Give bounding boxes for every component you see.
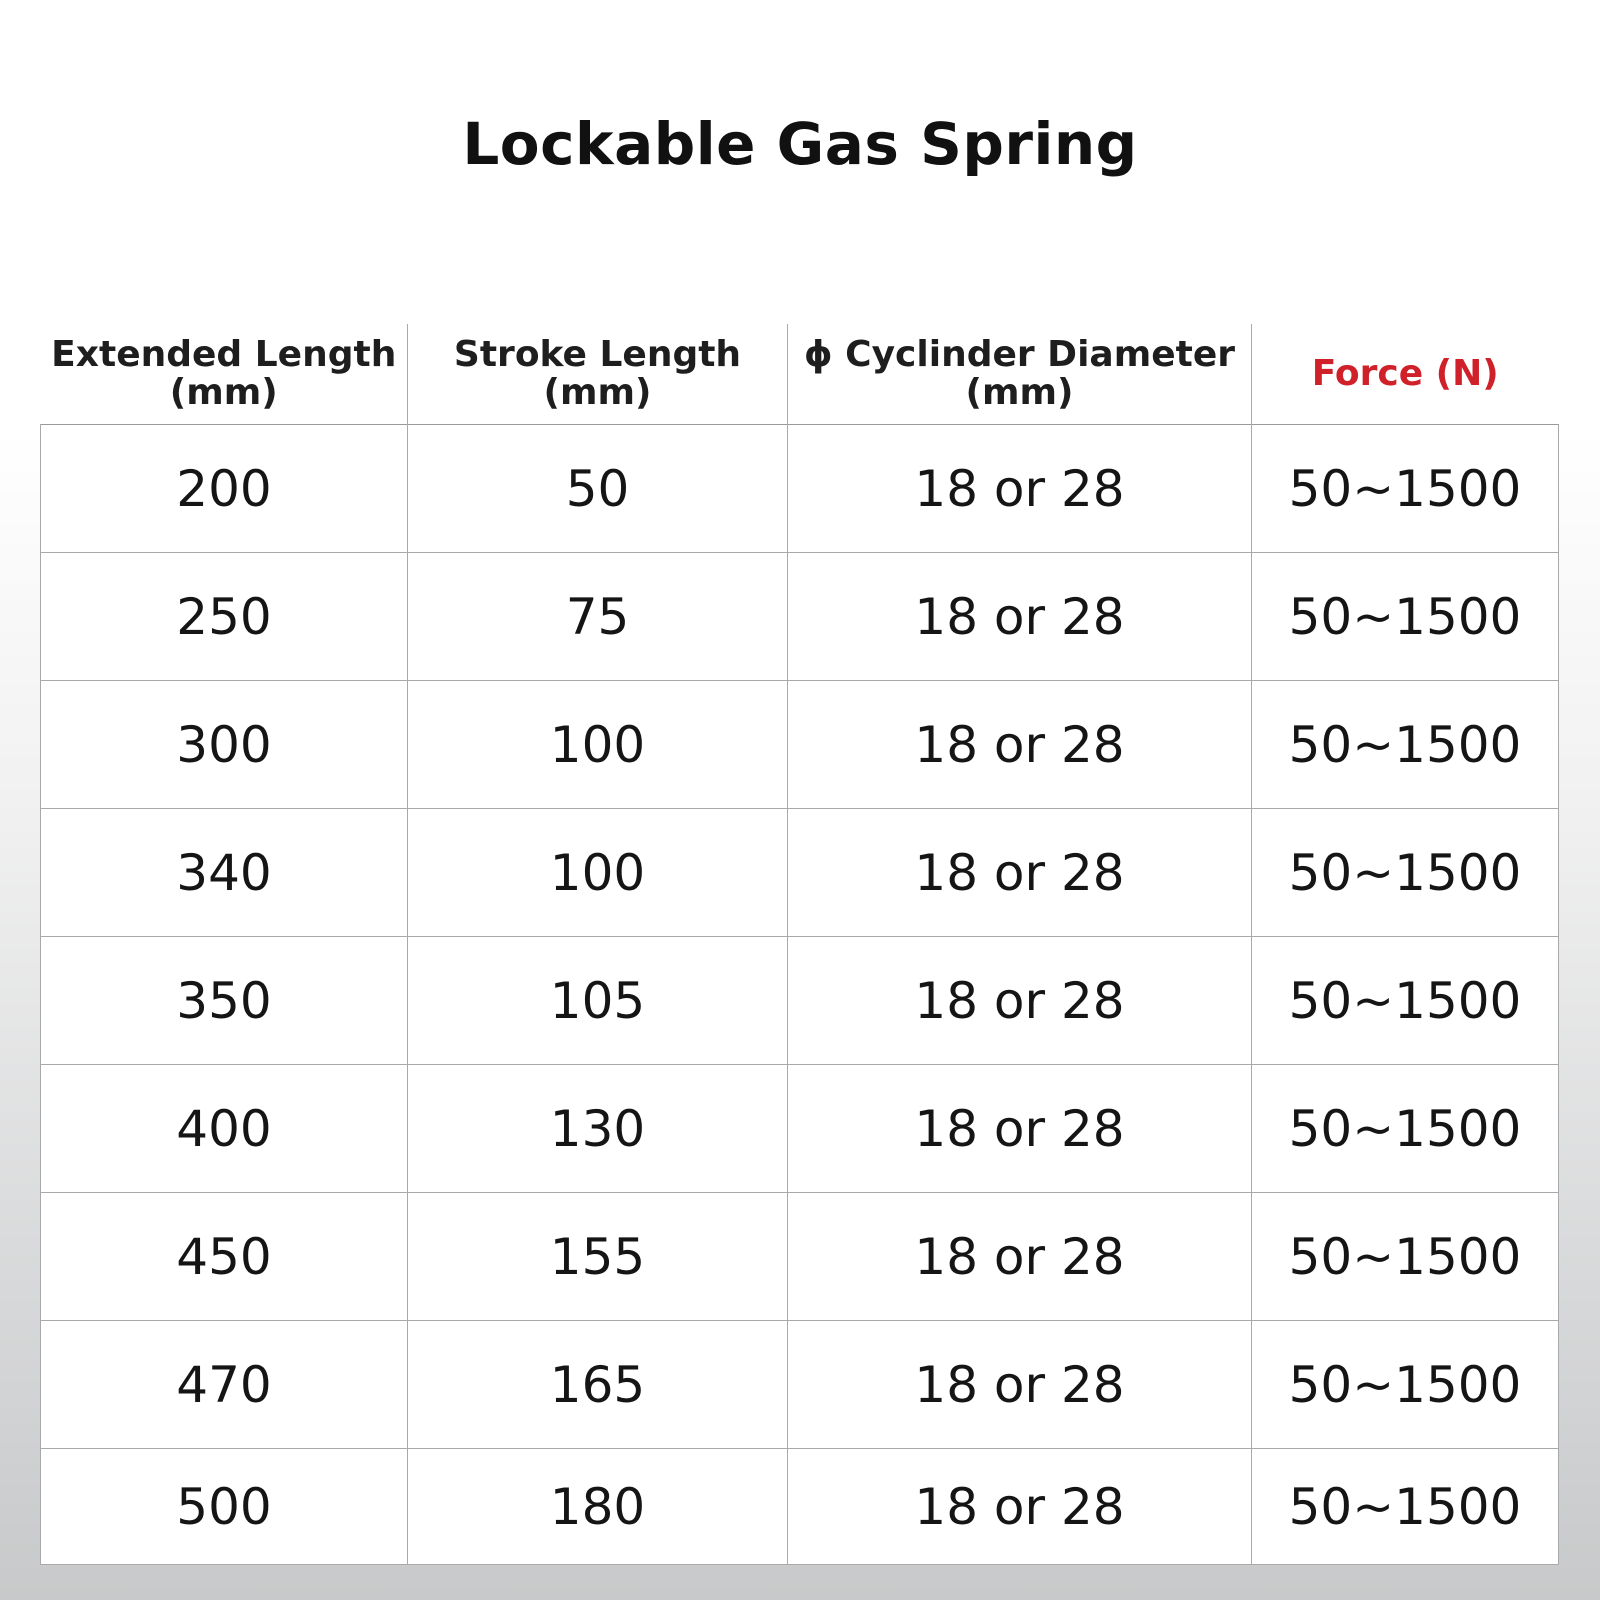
table-row <box>41 1449 1559 1565</box>
cell-extended-length: 300 <box>41 681 408 809</box>
cell-cylinder-diameter: 18 or 28 <box>788 1321 1252 1449</box>
page-title: Lockable Gas Spring <box>462 110 1138 178</box>
table-header-row <box>41 324 1559 425</box>
spec-table-container <box>40 324 1558 1565</box>
cell-force: 50~1500 <box>1252 1065 1559 1193</box>
cell-force: 50~1500 <box>1252 425 1559 553</box>
header-label: Force (N) <box>1311 353 1499 394</box>
header-label: ϕ Cyclinder Diameter <box>803 334 1236 375</box>
header-label: Stroke Length <box>453 334 742 375</box>
cell-force: 50~1500 <box>1252 1449 1559 1565</box>
cell-cylinder-diameter: 18 or 28 <box>788 937 1252 1065</box>
table-row <box>41 809 1559 937</box>
cell-force: 50~1500 <box>1252 937 1559 1065</box>
cell-cylinder-diameter: 18 or 28 <box>788 1065 1252 1193</box>
cell-cylinder-diameter: 18 or 28 <box>788 809 1252 937</box>
header-unit: (mm) <box>543 372 652 413</box>
table-row <box>41 1193 1559 1321</box>
cell-stroke-length: 165 <box>408 1321 788 1449</box>
cell-extended-length: 470 <box>41 1321 408 1449</box>
cell-extended-length: 450 <box>41 1193 408 1321</box>
header-unit: (mm) <box>169 372 278 413</box>
cell-stroke-length: 75 <box>408 553 788 681</box>
header-stroke-length <box>408 324 788 425</box>
header-force <box>1252 324 1559 425</box>
cell-force: 50~1500 <box>1252 681 1559 809</box>
cell-extended-length: 340 <box>41 809 408 937</box>
cell-force: 50~1500 <box>1252 1193 1559 1321</box>
cell-cylinder-diameter: 18 or 28 <box>788 1193 1252 1321</box>
cell-stroke-length: 130 <box>408 1065 788 1193</box>
cell-extended-length: 400 <box>41 1065 408 1193</box>
cell-force: 50~1500 <box>1252 553 1559 681</box>
cell-extended-length: 200 <box>41 425 408 553</box>
cell-force: 50~1500 <box>1252 1321 1559 1449</box>
cell-extended-length: 250 <box>41 553 408 681</box>
cell-stroke-length: 105 <box>408 937 788 1065</box>
cell-stroke-length: 180 <box>408 1449 788 1565</box>
cell-stroke-length: 50 <box>408 425 788 553</box>
cell-cylinder-diameter: 18 or 28 <box>788 681 1252 809</box>
header-extended-length <box>41 324 408 425</box>
cell-cylinder-diameter: 18 or 28 <box>788 425 1252 553</box>
cell-extended-length: 350 <box>41 937 408 1065</box>
cell-cylinder-diameter: 18 or 28 <box>788 553 1252 681</box>
table-row <box>41 425 1559 553</box>
table-row <box>41 1065 1559 1193</box>
header-unit: (mm) <box>965 372 1074 413</box>
spec-table <box>40 324 1559 1565</box>
header-label: Extended Length <box>51 334 397 375</box>
table-body <box>41 425 1559 1565</box>
cell-stroke-length: 100 <box>408 681 788 809</box>
table-row <box>41 937 1559 1065</box>
cell-cylinder-diameter: 18 or 28 <box>788 1449 1252 1565</box>
header-cylinder-diameter <box>788 324 1252 425</box>
cell-stroke-length: 100 <box>408 809 788 937</box>
table-row <box>41 553 1559 681</box>
table-row <box>41 1321 1559 1449</box>
cell-stroke-length: 155 <box>408 1193 788 1321</box>
cell-force: 50~1500 <box>1252 809 1559 937</box>
cell-extended-length: 500 <box>41 1449 408 1565</box>
table-row <box>41 681 1559 809</box>
